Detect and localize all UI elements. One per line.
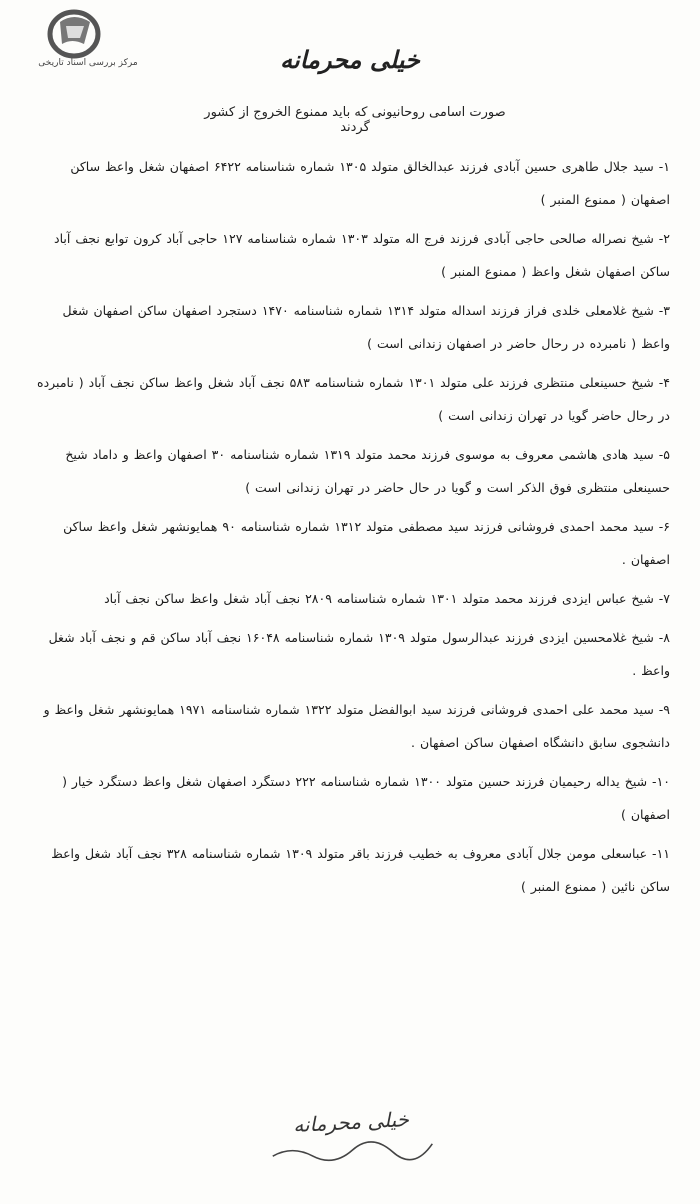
list-item: ۲- شیخ نصراله صالحی حاجی آبادی فرزند فرج اله متولد ۱۳۰۳ شماره شناسنامه ۱۲۷ حاجی آباد کرون توابع نجف آباد ساکن اصفهان شغل واعظ ( ممنوع المنبر ) [54, 231, 670, 279]
archive-logo [28, 8, 148, 70]
list-item: ۶- سید محمد احمدی فروشانی فرزند سید مصطفی متولد ۱۳۱۲ شماره شناسنامه ۹۰ همایونشهر شغل واعظ ساکن اصفهان . [63, 519, 670, 567]
archive-center-emblem-icon [40, 8, 110, 60]
signature-scribble-icon [262, 1135, 443, 1168]
signature-text: خیلی محرمانه [292, 1107, 410, 1138]
list-item: ۱۰- شیخ یداله رحیمیان فرزند حسین متولد ۱۳۰۰ شماره شناسنامه ۲۲۲ دستگرد اصفهان شغل واعظ دستگرد خیار ( اصفهان ) [62, 774, 670, 822]
list-item: ۵- سید هادی هاشمی معروف به موسوی فرزند محمد متولد ۱۳۱۹ شماره شناسنامه ۳۰ اصفهان واعظ و داماد شیخ حسینعلی منتظری فوق الذکر است و گویا در حال حاضر در تهران زندانی است ) [65, 447, 670, 495]
list-item: ۱۱- عباسعلی مومن جلال آبادی معروف به خطیب فرزند باقر متولد ۱۳۰۹ شماره شناسنامه ۳۲۸ نجف آباد شغل واعظ ساکن نائین ( ممنوع المنبر ) [51, 846, 670, 894]
list-item: ۷- شیخ عباس ایزدی فرزند محمد متولد ۱۳۰۱ شماره شناسنامه ۲۸۰۹ نجف آباد شغل واعظ ساکن نجف آباد [104, 591, 670, 606]
entry-list [30, 150, 670, 909]
list-item: ۴- شیخ حسینعلی منتظری فرزند علی متولد ۱۳۰۱ شماره شناسنامه ۵۸۳ نجف آباد شغل واعظ ساکن نجف آباد ( نامبرده در رحال حاضر گویا در تهران زندانی است ) [37, 375, 670, 423]
handwritten-signature [261, 1105, 444, 1174]
document-subtitle: صورت اسامی روحانیونی که باید ممنوع الخروج از کشور گردند [204, 105, 506, 135]
list-item: ۳- شیخ غلامعلی خلدی فراز فرزند اسداله متولد ۱۳۱۴ شماره شناسنامه ۱۴۷۰ دستجرد اصفهان ساکن اصفهان شغل واعظ ( نامبرده در رحال حاضر در اصفهان زندانی است ) [62, 303, 670, 351]
list-item: ۱- سید جلال طاهری حسین آبادی فرزند عبدالخالق متولد ۱۳۰۵ شماره شناسنامه ۶۴۲۲ اصفهان شغل واعظ ساکن اصفهان ( ممنوع المنبر ) [70, 159, 670, 207]
list-item: ۸- شیخ غلامحسین ایزدی فرزند عبدالرسول متولد ۱۳۰۹ شماره شناسنامه ۱۶۰۴۸ نجف آباد ساکن قم و نجف آباد شغل واعظ . [48, 630, 670, 678]
watermark-text: مرکز بررسی اسناد تاریخی [38, 58, 138, 68]
classification-heading: خیلی محرمانه [280, 45, 420, 74]
list-item: ۹- سید محمد علی احمدی فروشانی فرزند سید ابوالفضل متولد ۱۳۲۲ شماره شناسنامه ۱۹۷۱ همایونشهر شغل واعظ و دانشجوی سابق دانشگاه اصفهان ساکن اصفهان . [43, 702, 670, 750]
